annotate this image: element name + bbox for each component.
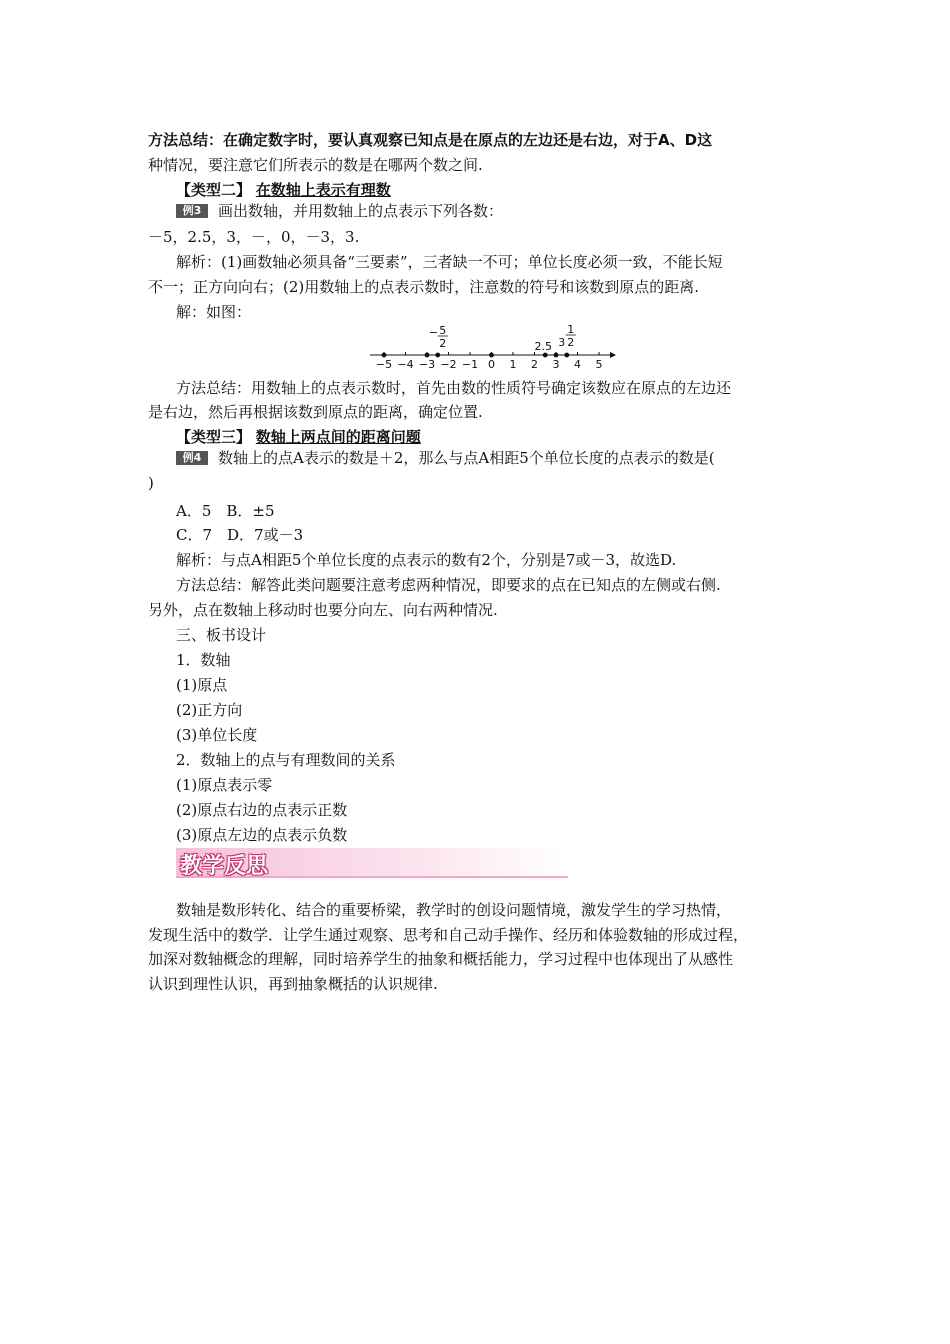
method-summary-3a: 方法总结：用数轴上的点表示数时，首先由数的性质符号确定该数应在原点的左边还 <box>176 379 732 397</box>
tick-label: −5 <box>375 358 393 371</box>
reflection-3: 加深对数轴概念的理解，同时培养学生的抽象和概括能力，学习过程中也体现出了从感性 <box>148 950 734 968</box>
number-line-figure <box>360 322 620 376</box>
board-item-1: 1．数轴 <box>176 651 231 669</box>
mixed-whole: 3 <box>558 336 566 349</box>
label-2-5: 2.5 <box>534 340 552 353</box>
example3-prompt: 例3 画出数轴，并用数轴上的点表示下列各数： <box>176 201 503 221</box>
tick-label: 4 <box>574 358 581 371</box>
method-summary-4b: 另外，点在数轴上移动时也要分向左、向右两种情况. <box>148 601 498 619</box>
tick-label: 5 <box>595 358 603 371</box>
analysis3-a: 解析：(1)画数轴必须具备“三要素”，三者缺一不可；单位长度必须一致，不能长短 <box>176 253 723 271</box>
reflection-2: 发现生活中的数学．让学生通过观察、思考和自己动手操作、经历和体验数轴的形成过程， <box>148 926 749 944</box>
board-item-3: (2)正方向 <box>176 701 243 719</box>
tick-label: −2 <box>440 358 457 371</box>
method-summary-1a: 方法总结：在确定数字时，要认真观察已知点是在原点的左边还是右边，对于A、D这 <box>148 131 713 149</box>
example4-prompt: 例4 数轴上的点A表示的数是＋2，那么与点A相距5个单位长度的点表示的数是( <box>176 448 715 468</box>
neg-half-denominator: 2 <box>439 337 447 350</box>
reflection-1: 数轴是数形转化、结合的重要桥梁，教学时的创设问题情境，激发学生的学习热情， <box>176 901 732 919</box>
tick-label: 2 <box>531 358 538 371</box>
board-item-7: (2)原点右边的点表示正数 <box>176 801 348 819</box>
board-item-2: (1)原点 <box>176 676 228 694</box>
board-item-4: (3)单位长度 <box>176 726 258 744</box>
board-design-title: 三、板书设计 <box>176 626 267 644</box>
type2-heading: 【类型二】 在数轴上表示有理数 <box>176 181 391 199</box>
reflection-4: 认识到理性认识，再到抽象概括的认识规律. <box>148 975 438 993</box>
mixed-denominator: 2 <box>567 336 575 349</box>
mixed-numerator: 1 <box>567 323 575 336</box>
reflection-title: 教学反思 <box>180 854 269 879</box>
tick-label: 0 <box>488 358 495 371</box>
point-dot <box>425 353 430 358</box>
board-item-8: (3)原点左边的点表示负数 <box>176 826 348 844</box>
point-dot <box>564 353 569 358</box>
solution3: 解：如图： <box>176 303 252 321</box>
method-summary-4a: 方法总结：解答此类问题要注意考虑两种情况，即要求的点在已知点的左侧或右侧. <box>176 576 721 594</box>
analysis4: 解析：与点A相距5个单位长度的点表示的数有2个，分别是7或－3，故选D. <box>176 551 677 569</box>
axis-arrow <box>610 352 616 358</box>
board-item-5: 2．数轴上的点与有理数间的关系 <box>176 751 396 769</box>
point-dot <box>489 353 494 358</box>
tick-label: −3 <box>418 358 436 371</box>
neg-half-numerator: 5 <box>439 324 447 337</box>
tick-label: 1 <box>509 358 517 371</box>
example3-numbers: －5，2.5，3，－，0，－3，3. <box>148 228 360 246</box>
example4-paren: ) <box>148 474 154 492</box>
point-dot <box>435 353 440 358</box>
tick-label: 3 <box>552 358 560 371</box>
point-dot <box>554 353 559 358</box>
tick-label: −1 <box>461 358 479 371</box>
method-summary-1b: 种情况，要注意它们所表示的数是在哪两个数之间. <box>148 156 483 174</box>
analysis3-b: 不一；正方向向右；(2)用数轴上的点表示数时，注意数的符号和该数到原点的距离. <box>148 278 700 296</box>
options-cd: C．7 D．7或－3 <box>176 526 304 544</box>
type3-heading: 【类型三】 数轴上两点间的距离问题 <box>176 428 421 446</box>
point-dot <box>543 353 548 358</box>
example4-badge: 例4 <box>176 451 208 465</box>
example3-badge: 例3 <box>176 204 208 218</box>
tick-label: −4 <box>397 358 414 371</box>
point-dot <box>382 353 387 358</box>
options-ab: A．5 B．±5 <box>176 502 275 520</box>
board-item-6: (1)原点表示零 <box>176 776 273 794</box>
neg-half-sign: − <box>428 326 438 339</box>
method-summary-3b: 是右边，然后再根据该数到原点的距离，确定位置. <box>148 403 483 421</box>
